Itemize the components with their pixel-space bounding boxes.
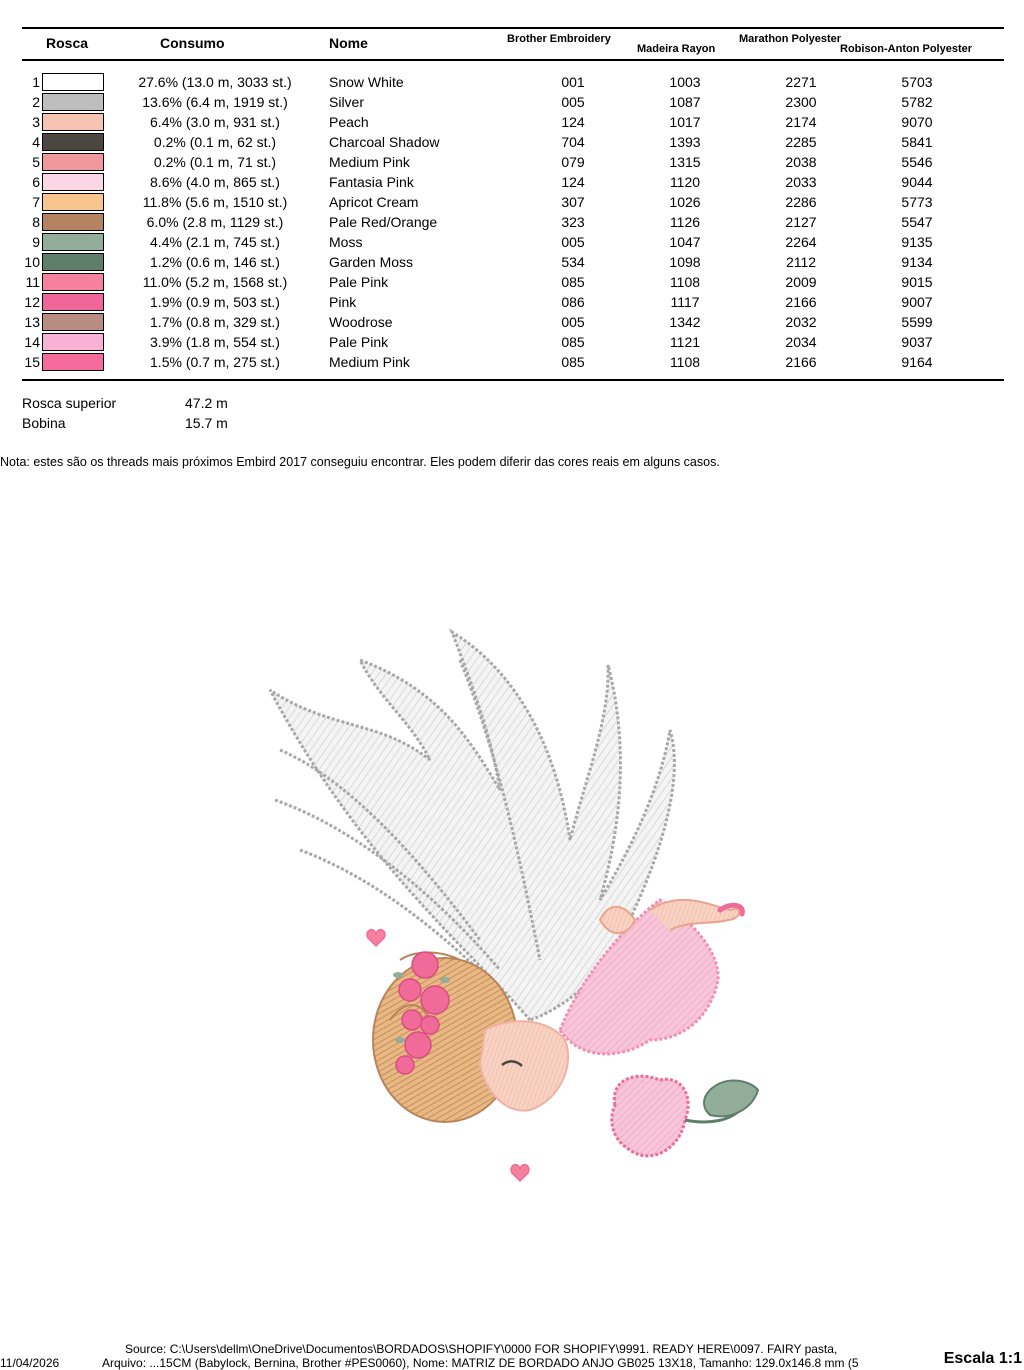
cell-nome: Fantasia Pink xyxy=(329,174,414,190)
cell-brother: 124 xyxy=(561,114,585,130)
cell-consumo: 6.4% (3.0 m, 931 st.) xyxy=(150,114,280,130)
table-row xyxy=(0,332,1024,352)
thread-number: 11 xyxy=(25,274,40,290)
note-text: Nota: estes são os threads mais próximos Embird 2017 conseguiu encontrar. Eles podem diferir das cores reais em alguns casos. xyxy=(0,455,720,469)
color-swatch xyxy=(42,173,104,191)
cell-madeira: 1108 xyxy=(669,274,701,290)
table-row xyxy=(0,132,1024,152)
footer-scale: Escala 1:1 xyxy=(943,1350,1022,1367)
color-swatch xyxy=(42,233,104,251)
cell-brother: 079 xyxy=(561,154,585,170)
table-row xyxy=(0,212,1024,232)
color-swatch xyxy=(42,333,104,351)
summary-top-label: Rosca superior xyxy=(22,395,117,411)
cell-consumo: 11.0% (5.2 m, 1568 st.) xyxy=(142,274,288,290)
cell-madeira: 1342 xyxy=(669,314,701,330)
cell-brother: 001 xyxy=(561,74,585,90)
col-header-nome: Nome xyxy=(329,35,368,51)
col-header-madeira: Madeira Rayon xyxy=(637,43,716,55)
cell-madeira: 1121 xyxy=(669,334,701,350)
rose-flower xyxy=(612,1076,758,1156)
color-swatch xyxy=(42,93,104,111)
thread-number: 14 xyxy=(24,334,40,350)
col-header-robison: Robison-Anton Polyester xyxy=(840,43,973,55)
cell-madeira: 1003 xyxy=(669,74,701,90)
color-swatch xyxy=(42,193,104,211)
cell-madeira: 1120 xyxy=(669,174,701,190)
cell-marathon: 2286 xyxy=(785,194,817,210)
cell-nome: Pink xyxy=(329,294,357,310)
thread-number: 6 xyxy=(32,174,40,190)
cell-marathon: 2038 xyxy=(785,154,817,170)
cell-robison: 5547 xyxy=(901,214,933,230)
cell-consumo: 4.4% (2.1 m, 745 st.) xyxy=(150,234,280,250)
cell-consumo: 0.2% (0.1 m, 62 st.) xyxy=(153,134,277,150)
summary-bobbin-label: Bobina xyxy=(22,415,66,431)
cell-robison: 9164 xyxy=(901,354,933,370)
table-row xyxy=(0,252,1024,272)
color-swatch xyxy=(42,213,104,231)
thread-number: 3 xyxy=(32,114,40,130)
cell-nome: Silver xyxy=(329,94,365,110)
thread-number: 8 xyxy=(32,214,40,230)
table-row xyxy=(0,292,1024,312)
cell-nome: Charcoal Shadow xyxy=(329,134,440,150)
cell-nome: Pale Pink xyxy=(329,274,389,290)
color-swatch xyxy=(42,313,104,331)
cell-marathon: 2166 xyxy=(785,354,817,370)
summary-top-value: 47.2 m xyxy=(185,395,228,411)
footer-file: Arquivo: ...15CM (Babylock, Bernina, Brother #PES0060), Nome: MATRIZ DE BORDADO ANJO GB025 13X18, Tamanho: 129.0x146.8 mm (5 xyxy=(102,1356,859,1370)
cell-consumo: 13.6% (6.4 m, 1919 st.) xyxy=(142,94,288,110)
cell-robison: 5841 xyxy=(901,134,933,150)
cell-nome: Medium Pink xyxy=(329,354,410,370)
thread-number: 5 xyxy=(32,154,40,170)
cell-brother: 085 xyxy=(561,354,585,370)
cell-consumo: 0.2% (0.1 m, 71 st.) xyxy=(153,154,277,170)
cell-marathon: 2174 xyxy=(785,114,817,130)
cell-robison: 9007 xyxy=(901,294,933,310)
cell-madeira: 1315 xyxy=(669,154,701,170)
cell-madeira: 1017 xyxy=(669,114,701,130)
color-swatch xyxy=(42,73,104,91)
table-row xyxy=(0,72,1024,92)
cell-brother: 085 xyxy=(561,274,585,290)
cell-robison: 5773 xyxy=(901,194,933,210)
cell-brother: 005 xyxy=(561,234,585,250)
cell-nome: Garden Moss xyxy=(329,254,414,270)
table-row xyxy=(0,232,1024,252)
table-row xyxy=(0,92,1024,112)
cell-consumo: 11.8% (5.6 m, 1510 st.) xyxy=(142,194,288,210)
cell-robison: 9037 xyxy=(901,334,933,350)
table-row xyxy=(0,192,1024,212)
cell-madeira: 1026 xyxy=(669,194,701,210)
cell-madeira: 1117 xyxy=(670,294,700,310)
color-swatch xyxy=(42,253,104,271)
cell-marathon: 2285 xyxy=(785,134,817,150)
cell-marathon: 2034 xyxy=(785,334,817,350)
color-swatch xyxy=(42,273,104,291)
cell-robison: 9015 xyxy=(901,274,933,290)
cell-nome: Woodrose xyxy=(329,314,393,330)
cell-nome: Peach xyxy=(329,114,369,130)
table-row xyxy=(0,312,1024,332)
footer-source: Source: C:\Users\dellm\OneDrive\Documentos\BORDADOS\SHOPIFY\0000 FOR SHOPIFY\9991. READY HERE\0097. FAIRY pasta, xyxy=(125,1342,838,1356)
cell-marathon: 2271 xyxy=(785,74,817,90)
cell-madeira: 1393 xyxy=(669,134,701,150)
thread-number: 4 xyxy=(32,134,40,150)
cell-nome: Pale Red/Orange xyxy=(329,214,438,230)
table-bottom-rule xyxy=(22,379,1004,381)
footer-date: 11/04/2026 xyxy=(0,1356,60,1370)
cell-marathon: 2166 xyxy=(785,294,817,310)
col-header-marathon: Marathon Polyester xyxy=(739,33,842,45)
cell-brother: 704 xyxy=(561,134,585,150)
cell-madeira: 1098 xyxy=(669,254,701,270)
table-row xyxy=(0,352,1024,372)
thread-number: 12 xyxy=(24,294,40,310)
cell-robison: 5782 xyxy=(901,94,933,110)
cell-madeira: 1126 xyxy=(669,214,701,230)
thread-number: 10 xyxy=(24,254,40,270)
cell-nome: Medium Pink xyxy=(329,154,410,170)
cell-nome: Moss xyxy=(329,234,363,250)
cell-marathon: 2264 xyxy=(785,234,817,250)
color-swatch xyxy=(42,293,104,311)
color-swatch xyxy=(42,353,104,371)
cell-nome: Snow White xyxy=(329,74,404,90)
embroidery-design-preview xyxy=(240,620,780,1200)
cell-brother: 124 xyxy=(561,174,585,190)
thread-number: 2 xyxy=(32,94,40,110)
thread-number: 15 xyxy=(24,354,40,370)
summary-bobbin-value: 15.7 m xyxy=(185,415,228,431)
cell-consumo: 27.6% (13.0 m, 3033 st.) xyxy=(138,74,292,90)
cell-brother: 534 xyxy=(561,254,585,270)
cell-nome: Pale Pink xyxy=(329,334,389,350)
color-swatch xyxy=(42,113,104,131)
color-swatch xyxy=(42,133,104,151)
cell-madeira: 1047 xyxy=(669,234,701,250)
cell-consumo: 6.0% (2.8 m, 1129 st.) xyxy=(146,214,284,230)
cell-consumo: 8.6% (4.0 m, 865 st.) xyxy=(150,174,280,190)
cell-brother: 086 xyxy=(561,294,585,310)
cell-marathon: 2032 xyxy=(785,314,817,330)
cell-nome: Apricot Cream xyxy=(329,194,419,210)
thread-number: 9 xyxy=(32,234,40,250)
col-header-brother: Brother Embroidery xyxy=(507,33,611,45)
cell-consumo: 1.5% (0.7 m, 275 st.) xyxy=(150,354,280,370)
cell-madeira: 1108 xyxy=(669,354,701,370)
cell-marathon: 2009 xyxy=(785,274,817,290)
cell-marathon: 2112 xyxy=(785,254,817,270)
cell-brother: 323 xyxy=(561,214,585,230)
table-header-rule xyxy=(22,59,1004,61)
cell-robison: 9135 xyxy=(901,234,933,250)
cell-robison: 5703 xyxy=(901,74,933,90)
cell-brother: 307 xyxy=(561,194,585,210)
col-header-consumo: Consumo xyxy=(160,35,225,51)
table-top-rule xyxy=(22,27,1004,29)
cell-robison: 5599 xyxy=(901,314,933,330)
cell-robison: 9134 xyxy=(901,254,933,270)
col-header-rosca: Rosca xyxy=(46,35,89,51)
cell-consumo: 1.7% (0.8 m, 329 st.) xyxy=(150,314,280,330)
cell-consumo: 3.9% (1.8 m, 554 st.) xyxy=(150,334,280,350)
table-row xyxy=(0,272,1024,292)
cell-madeira: 1087 xyxy=(669,94,701,110)
cell-robison: 5546 xyxy=(901,154,933,170)
cell-brother: 005 xyxy=(561,94,585,110)
table-row xyxy=(0,152,1024,172)
table-row xyxy=(0,172,1024,192)
cell-brother: 085 xyxy=(561,334,585,350)
cell-marathon: 2033 xyxy=(785,174,817,190)
cell-marathon: 2127 xyxy=(785,214,817,230)
cell-robison: 9044 xyxy=(901,174,933,190)
cell-marathon: 2300 xyxy=(785,94,817,110)
thread-number: 7 xyxy=(32,194,40,210)
thread-number: 13 xyxy=(24,314,40,330)
color-swatch xyxy=(42,153,104,171)
table-row xyxy=(0,112,1024,132)
cell-consumo: 1.9% (0.9 m, 503 st.) xyxy=(150,294,280,310)
cell-consumo: 1.2% (0.6 m, 146 st.) xyxy=(150,254,280,270)
cell-robison: 9070 xyxy=(901,114,933,130)
thread-number: 1 xyxy=(32,74,40,90)
cell-brother: 005 xyxy=(561,314,585,330)
